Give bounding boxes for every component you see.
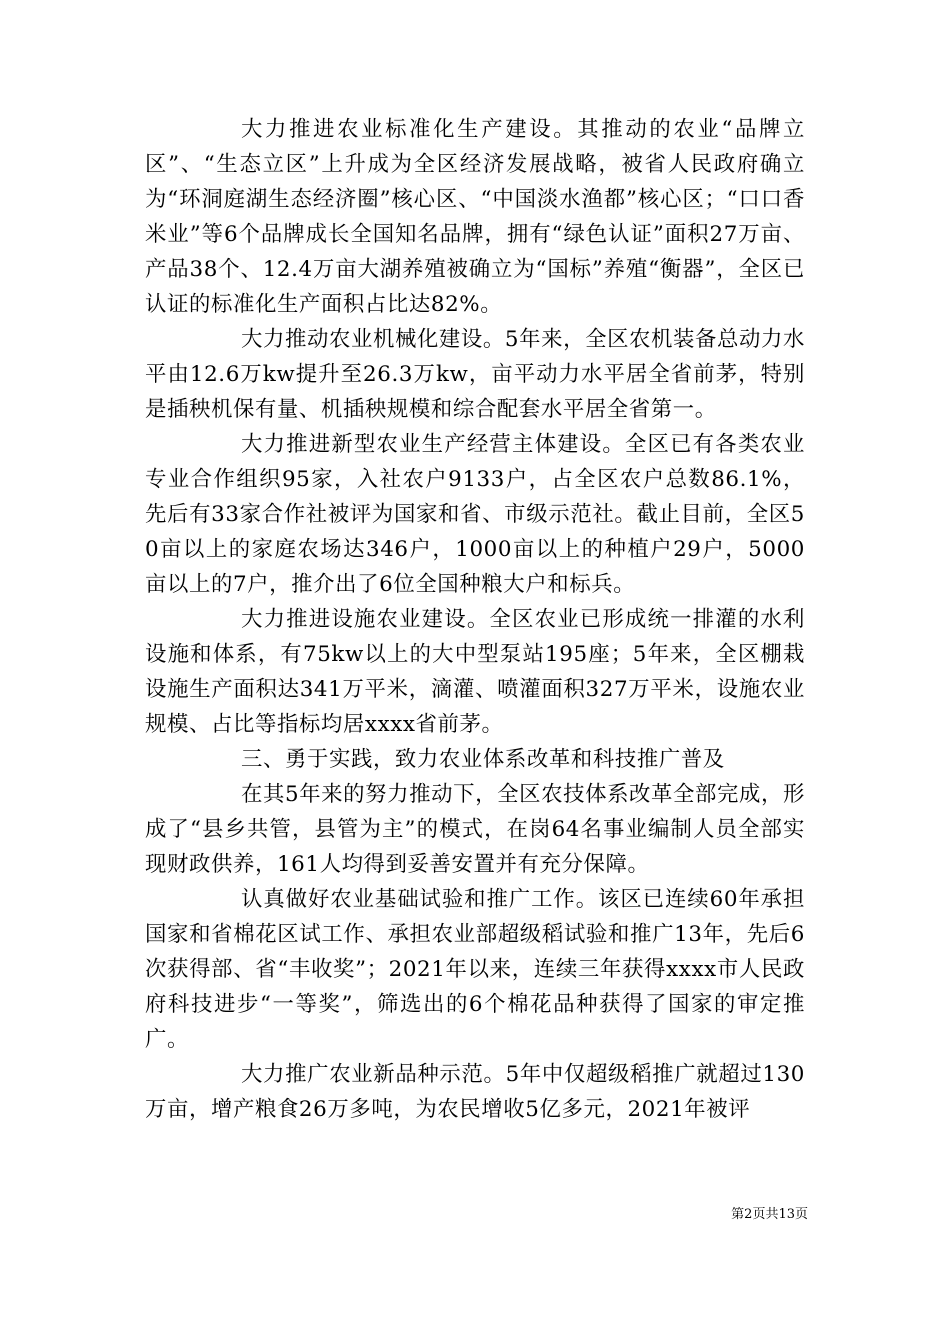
paragraph-mechanization: 大力推动农业机械化建设。5年来，全区农机装备总动力水平由12.6万kw提升至26.3万kw，亩平动力水平居全省前茅，特别是插秧机保有量、机插秧规模和综合配套水平居全省第一。 <box>145 327 805 422</box>
paragraph-trials: 认真做好农业基础试验和推广工作。该区已连续60年承担国家和省棉花区试工作、承担农业部超级稻试验和推广13年，先后6次获得部、省“丰收奖”；2021年以来，连续三年获得xxxx市人民政府科技进步“一等奖”，筛选出的6个棉花品种获得了国家的审定推广。 <box>145 887 805 1052</box>
paragraph-new-operators: 大力推进新型农业生产经营主体建设。全区已有各类农业专业合作组织95家，入社农户9133户，占全区农户总数86.1%，先后有33家合作社被评为国家和省、市级示范社。截止目前，全区50亩以上的家庭农场达346户，1000亩以上的种植户29户，5000亩以上的7户，推介出了6位全国种粮大户和标兵。 <box>145 432 805 597</box>
document-body <box>145 112 805 1127</box>
page-number: 第2页共13页 <box>731 1207 808 1222</box>
paragraph-new-varieties: 大力推广农业新品种示范。5年中仅超级稻推广就超过130万亩，增产粮食26万多吨，为农民增收5亿多元，2021年被评 <box>145 1062 805 1122</box>
paragraph-facility-agriculture: 大力推进设施农业建设。全区农业已形成统一排灌的水利设施和体系，有75kw以上的大中型泵站195座；5年来，全区棚栽设施生产面积达341万平米，滴灌、喷灌面积327万平米，设施农业规模、占比等指标均居xxxx省前茅。 <box>145 607 805 737</box>
paragraph-reform: 在其5年来的努力推动下，全区农技体系改革全部完成，形成了“县乡共管，县管为主”的模式，在岗64名事业编制人员全部实现财政供养，161人均得到妥善安置并有充分保障。 <box>145 782 805 877</box>
paragraph-standardization: 大力推进农业标准化生产建设。其推动的农业“品牌立区”、“生态立区”上升成为全区经济发展战略，被省人民政府确立为“环洞庭湖生态经济圈”核心区、“中国淡水渔都”核心区；“口口香米业”等6个品牌成长全国知名品牌，拥有“绿色认证”面积27万亩、产品38个、12.4万亩大湖养殖被确立为“国标”养殖“衡器”，全区已认证的标准化生产面积占比达82%。 <box>145 117 805 317</box>
section-heading: 三、勇于实践，致力农业体系改革和科技推广普及 <box>241 747 725 772</box>
